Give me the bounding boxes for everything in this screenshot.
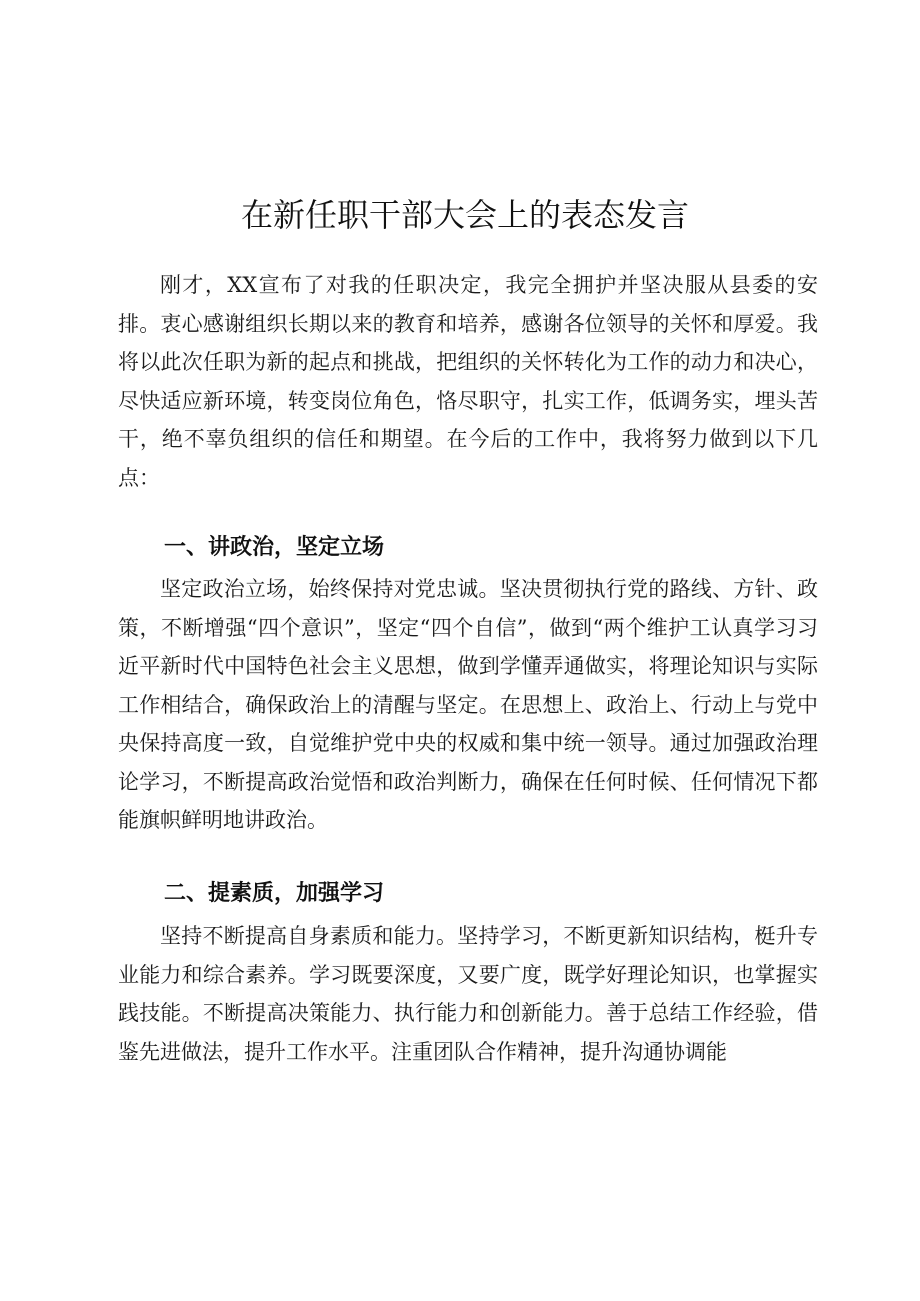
section-heading-study: 二、提素质，加强学习: [164, 881, 385, 906]
section-paragraph-politics: 坚定政治立场，始终保持对党忠诚。坚决贯彻执行党的路线、方针、政策，不断增强“四个意识”，坚定“四个自信”，做到“两个维护工认真学习习近平新时代中国特色社会主义思想，做到学懂弄通做实，将理论知识与实际工作相结合，确保政治上的清醒与坚定。在思想上、政治上、行动上与党中央保持高度一致，自觉维护党中央的权威和集中统一领导。通过加强政治理论学习，不断提高政治觉悟和政治判断力，确保在任何时候、任何情况下都能旗帜鲜明地讲政治。: [118, 577, 818, 832]
intro-paragraph: 刚才，XX宣布了对我的任职决定，我完全拥护并坚决服从县委的安排。衷心感谢组织长期以来的教育和培养，感谢各位领导的关怀和厚爱。我将以此次任职为新的起点和挑战，把组织的关怀转化为工作的动力和决心，尽快适应新环境，转变岗位角色，恪尽职守，扎实工作，低调务实，埋头苦干，绝不辜负组织的信任和期望。在今后的工作中，我将努力做到以下几点：: [118, 273, 818, 490]
section-heading-politics: 一、讲政治，坚定立场: [164, 535, 385, 560]
section-paragraph-study: 坚持不断提高自身素质和能力。坚持学习，不断更新知识结构，梃升专业能力和综合素养。学习既要深度，又要广度，既学好理论知识，也掌握实践技能。不断提高决策能力、执行能力和创新能力。善于总结工作经验，借鉴先进做法，提升工作水平。注重团队合作精神，提升沟通协调能: [118, 924, 818, 1064]
document-title: 在新任职干部大会上的表态发言: [240, 196, 689, 235]
